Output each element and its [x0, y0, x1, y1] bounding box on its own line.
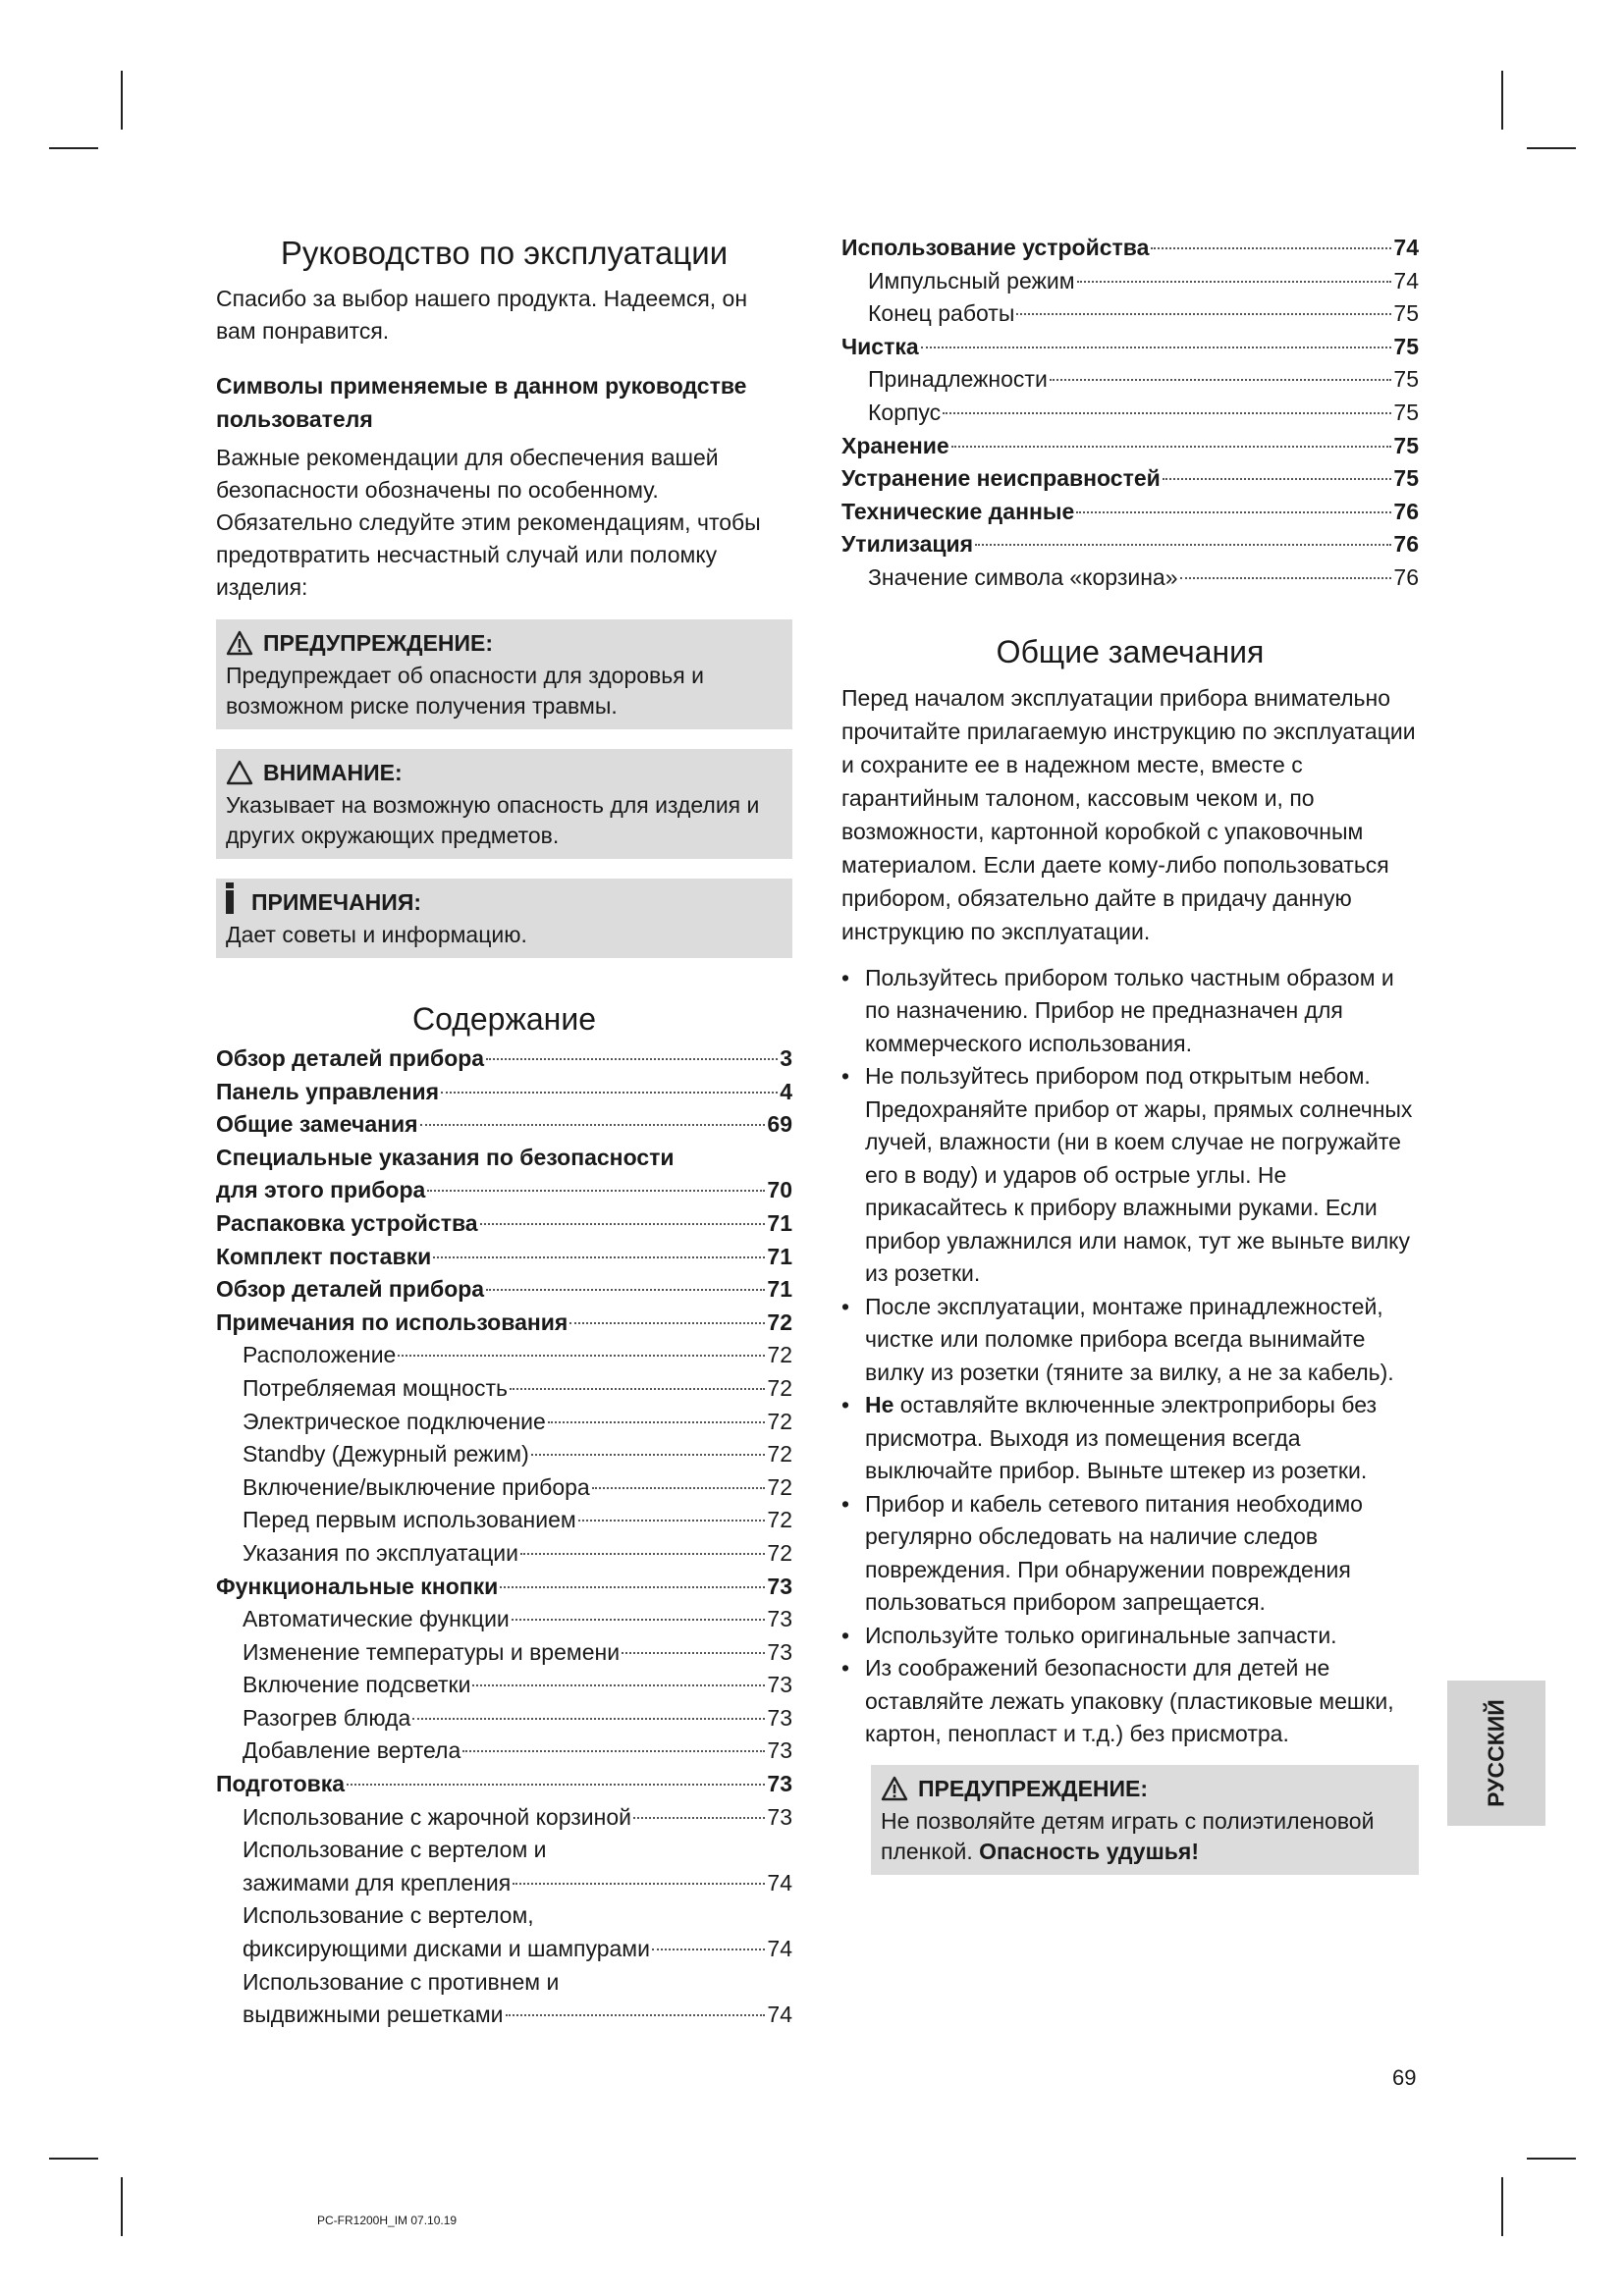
- warning-title: ПРЕДУПРЕЖДЕНИЕ:: [263, 630, 494, 656]
- toc-row: [216, 1307, 792, 1340]
- toc-row: [216, 1504, 792, 1537]
- note-box: [216, 879, 792, 958]
- toc-title: Разогрев блюда: [243, 1704, 411, 1731]
- toc-title: Обзор деталей прибора: [216, 1045, 485, 1071]
- toc-leader-dots: [1151, 247, 1391, 249]
- toc-row: [216, 1735, 792, 1768]
- list-item: • Пользуйтесь прибором только частным образом и по назначению. Прибор не предназначен для коммерческого использования.: [841, 962, 1419, 1061]
- toc-row: [216, 1076, 792, 1109]
- toc-row: [216, 1603, 792, 1636]
- toc-leader-dots: [500, 1586, 765, 1588]
- toc-page: 75: [1393, 465, 1419, 492]
- toc-row: [216, 1933, 792, 1966]
- toc-title: Общие замечания: [216, 1111, 418, 1138]
- toc-row: [841, 297, 1419, 331]
- caution-header: [226, 755, 783, 790]
- general-intro: Перед началом эксплуатации прибора внимательно прочитайте прилагаемую инструкцию по эксплуатации и сохраните ее в надежном месте, вместе с гарантийным талоном, кассовым чеком и, по возможности, картонной коробкой с упаковочным материалом. Если даете кому-либо попользоваться прибором, обязательно дайте в придачу данную инструкцию по эксплуатации.: [841, 684, 1416, 944]
- toc-leader-dots: [441, 1092, 778, 1094]
- toc-title: Включение/выключение прибора: [243, 1473, 590, 1500]
- toc-leader-dots: [548, 1421, 766, 1423]
- toc-page: 73: [767, 1573, 792, 1599]
- toc-row: [216, 1042, 792, 1076]
- crop-mark: [121, 2177, 123, 2236]
- crop-mark: [1501, 71, 1503, 130]
- toc-row: [216, 1801, 792, 1835]
- toc-leader-dots: [462, 1750, 765, 1752]
- toc-title: Включение подсветки: [243, 1672, 471, 1698]
- toc-leader-dots: [398, 1355, 765, 1357]
- caution-box: [216, 749, 792, 859]
- info-icon: [226, 890, 234, 914]
- toc-page: 74: [1393, 267, 1419, 294]
- toc-leader-dots: [569, 1322, 765, 1324]
- toc-row: [841, 528, 1419, 561]
- toc-row: [841, 462, 1419, 496]
- toc-title: Хранение: [841, 432, 949, 458]
- warning-triangle-icon: [881, 1776, 908, 1801]
- warning-title: ПРЕДУПРЕЖДЕНИЕ:: [918, 1775, 1149, 1801]
- toc-leader-dots: [486, 1289, 765, 1291]
- toc-row: [216, 1702, 792, 1735]
- list-item: • После эксплуатации, монтаже принадлежностей, чистке или поломке прибора всегда вынимайте вилку из розетки (тяните за вилку, а не за кабель).: [841, 1291, 1419, 1390]
- page-number: 69: [1392, 2065, 1417, 2090]
- toc-leader-dots: [510, 1388, 765, 1390]
- toc-page: 71: [767, 1276, 792, 1303]
- toc-leader-dots: [1016, 313, 1391, 315]
- emphasis: Не: [865, 1392, 894, 1418]
- toc-title: Электрическое подключение: [243, 1408, 546, 1434]
- toc-title: Импульсный режим: [868, 267, 1075, 294]
- toc-title: Расположение: [243, 1342, 397, 1368]
- toc-leader-dots: [1180, 577, 1392, 579]
- toc-page: 69: [767, 1111, 792, 1138]
- toc-title: Добавление вертела: [243, 1737, 461, 1764]
- toc-page: 75: [1393, 333, 1419, 359]
- toc-page: 72: [767, 1539, 792, 1566]
- toc-row: [216, 1999, 792, 2032]
- toc-title: для этого прибора: [216, 1177, 426, 1203]
- note-title: ПРИМЕЧАНИЯ:: [251, 889, 422, 915]
- toc-leader-dots: [512, 1619, 766, 1621]
- toc-page: 72: [767, 1374, 792, 1401]
- warning-header: [226, 625, 783, 661]
- toc-leader-dots: [1050, 379, 1392, 381]
- toc-row: [216, 1768, 792, 1801]
- toc-row: [841, 430, 1419, 463]
- toc-page: 72: [767, 1441, 792, 1468]
- toc-left-list: [216, 1042, 792, 2032]
- symbols-heading: Символы применяемые в данном руководстве пользователя: [216, 373, 747, 432]
- toc-leader-dots: [347, 1784, 765, 1786]
- toc-leader-dots: [1077, 281, 1392, 283]
- toc-title: выдвижными решетками: [243, 2002, 504, 2028]
- toc-page: 73: [767, 1771, 792, 1797]
- toc-leader-dots: [520, 1553, 765, 1555]
- list-item-text: оставляйте включенные электроприборы без присмотра. Выходя из помещения всегда выключайте прибор. Выньте штекер из розетки.: [865, 1392, 1378, 1484]
- warning-emphasis: Опасность удушья!: [979, 1838, 1199, 1864]
- crop-mark: [1527, 147, 1576, 149]
- toc-leader-dots: [513, 1883, 765, 1885]
- toc-leader-dots: [506, 2014, 766, 2016]
- toc-row: [841, 397, 1419, 430]
- crop-mark: [121, 71, 123, 130]
- toc-leader-dots: [420, 1124, 766, 1126]
- general-heading: Общие замечания: [996, 633, 1265, 669]
- note-text: Дает советы и информацию.: [226, 922, 527, 947]
- toc-title: Использование с жарочной корзиной: [243, 1803, 631, 1830]
- toc-page: 73: [767, 1606, 792, 1632]
- toc-page: 73: [767, 1638, 792, 1665]
- toc-page: 74: [767, 1869, 792, 1896]
- toc-title: Обзор деталей прибора: [216, 1276, 485, 1303]
- toc-page: 4: [780, 1078, 792, 1104]
- toc-title: Специальные указания по безопасности: [216, 1144, 675, 1170]
- toc-leader-dots: [531, 1454, 766, 1456]
- language-tab-label: РУССКИЙ: [1483, 1699, 1509, 1807]
- toc-title: Подготовка: [216, 1771, 346, 1797]
- toc-row: [216, 1438, 792, 1471]
- toc-page: 74: [767, 2002, 792, 2028]
- toc-row: [216, 1571, 792, 1604]
- toc-leader-dots: [433, 1256, 765, 1258]
- toc-page: 76: [1393, 563, 1419, 590]
- toc-leader-dots: [622, 1652, 765, 1654]
- list-item: • Не пользуйтесь прибором под открытым небом. Предохраняйте прибор от жары, прямых солнечных лучей, влажности (ни в коем случае не погружайте его в воду) и ударов об острые углы. Не прикасайтесь к прибору влажными руками. Если прибор увлажнился или намок, тут же выньте вилку из розетки.: [841, 1060, 1419, 1291]
- toc-title: Устранение неисправностей: [841, 465, 1161, 492]
- left-column: [216, 232, 792, 2032]
- toc-title: Конец работы: [868, 300, 1015, 327]
- warning-text-part: Не позволяйте детям играть с полиэтиленовой пленкой.: [881, 1807, 1375, 1864]
- toc-page: 72: [767, 1507, 792, 1533]
- toc-page: 76: [1393, 498, 1419, 524]
- toc-title: Панель управления: [216, 1078, 440, 1104]
- toc-title: зажимами для крепления: [243, 1869, 512, 1896]
- toc-page: 75: [1393, 432, 1419, 458]
- toc-title: Изменение температуры и времени: [243, 1638, 621, 1665]
- toc-page: 75: [1393, 399, 1419, 425]
- toc-leader-dots: [472, 1684, 765, 1686]
- toc-row: [216, 1966, 792, 2000]
- toc-leader-dots: [975, 544, 1391, 546]
- note-header: [226, 884, 783, 920]
- toc-leader-dots: [1163, 478, 1392, 480]
- toc-title: Использование с вертелом,: [243, 1902, 534, 1929]
- toc-leader-dots: [578, 1520, 766, 1522]
- toc-title: Использование с противнем и: [243, 1968, 560, 1995]
- intro-text: Спасибо за выбор нашего продукта. Надеемся, он вам понравится.: [216, 286, 748, 344]
- toc-page: 3: [780, 1045, 792, 1071]
- toc-row: [841, 561, 1419, 595]
- toc-leader-dots: [486, 1058, 778, 1060]
- toc-row: [216, 1669, 792, 1702]
- toc-title: Принадлежности: [868, 366, 1048, 393]
- toc-row: [216, 1834, 792, 1867]
- toc-page: 76: [1393, 531, 1419, 558]
- toc-leader-dots: [592, 1487, 766, 1489]
- toc-title: Значение символа «корзина»: [868, 563, 1178, 590]
- toc-page: 73: [767, 1803, 792, 1830]
- toc-leader-dots: [427, 1190, 765, 1192]
- toc-title: Корпус: [868, 399, 942, 425]
- toc-row: [841, 496, 1419, 529]
- toc-page: 74: [767, 1936, 792, 1962]
- toc-row: [216, 1174, 792, 1207]
- toc-title: Утилизация: [841, 531, 974, 558]
- manual-title: Руководство по эксплуатации: [280, 235, 729, 271]
- toc-title: Standby (Дежурный режим): [243, 1441, 529, 1468]
- toc-row: [216, 1273, 792, 1307]
- safety-list: [841, 962, 1419, 1751]
- toc-row: [216, 1537, 792, 1571]
- toc-row: [216, 1899, 792, 1933]
- toc-row: [841, 363, 1419, 397]
- toc-row: [216, 1207, 792, 1241]
- warning-header: [881, 1771, 1409, 1806]
- toc-heading: Содержание: [411, 1001, 596, 1037]
- list-item: • Используйте только оригинальные запчасти.: [841, 1620, 1419, 1653]
- children-warning-box: [871, 1765, 1419, 1875]
- toc-title: Комплект поставки: [216, 1243, 432, 1269]
- caution-text: Указывает на возможную опасность для изделия и других окружающих предметов.: [226, 792, 760, 848]
- toc-row: [216, 1241, 792, 1274]
- toc-page: 73: [767, 1704, 792, 1731]
- toc-page: 72: [767, 1473, 792, 1500]
- toc-page: 72: [767, 1342, 792, 1368]
- warning-box: [216, 619, 792, 729]
- toc-title: Автоматические функции: [243, 1606, 510, 1632]
- toc-title: Использование с вертелом и: [243, 1837, 547, 1863]
- toc-title: Распаковка устройства: [216, 1209, 478, 1236]
- warning-text: Предупреждает об опасности для здоровья и возможном риске получения травмы.: [226, 663, 704, 719]
- toc-row: [216, 1471, 792, 1505]
- caution-triangle-icon: [226, 760, 253, 785]
- toc-page: 75: [1393, 366, 1419, 393]
- toc-row: [841, 265, 1419, 298]
- toc-title: фиксирующими дисками и шампурами: [243, 1936, 650, 1962]
- toc-page: 73: [767, 1672, 792, 1698]
- toc-row: [841, 232, 1419, 265]
- toc-page: 74: [1393, 235, 1419, 260]
- toc-title: Потребляемая мощность: [243, 1374, 508, 1401]
- right-column: [841, 232, 1419, 1875]
- toc-title: Функциональные кнопки: [216, 1573, 499, 1599]
- toc-row: [216, 1406, 792, 1439]
- toc-page: 71: [767, 1243, 792, 1269]
- symbols-text: Важные рекомендации для обеспечения вашей безопасности обозначены по особенному. Обязательно следуйте этим рекомендациям, чтобы предотвратить несчастный случай или поломку изделия:: [216, 445, 761, 600]
- toc-leader-dots: [480, 1223, 766, 1225]
- list-item: • Из соображений безопасности для детей не оставляйте лежать упаковку (пластиковые мешки, картон, пенопласт и т.д.) без присмотра.: [841, 1652, 1419, 1751]
- toc-page: 72: [767, 1408, 792, 1434]
- toc-title: Примечания по использования: [216, 1308, 568, 1335]
- toc-row: [216, 1108, 792, 1142]
- toc-page: 73: [767, 1737, 792, 1764]
- toc-leader-dots: [652, 1949, 765, 1950]
- toc-row: [216, 1142, 792, 1175]
- toc-page: 75: [1393, 300, 1419, 327]
- toc-row: [216, 1867, 792, 1900]
- warning-text: [881, 1806, 1409, 1867]
- toc-page: 72: [767, 1308, 792, 1335]
- toc-page: 70: [767, 1177, 792, 1203]
- toc-leader-dots: [412, 1718, 765, 1720]
- crop-mark: [1527, 2158, 1576, 2160]
- caution-title: ВНИМАНИЕ:: [263, 760, 403, 785]
- toc-title: Технические данные: [841, 498, 1075, 524]
- toc-leader-dots: [943, 412, 1391, 414]
- list-item: [841, 1389, 1419, 1488]
- list-item: • Прибор и кабель сетевого питания необходимо регулярно обследовать на наличие следов повреждения. При обнаружении повреждения пользоваться прибором запрещается.: [841, 1488, 1419, 1620]
- toc-row: [841, 331, 1419, 364]
- language-tab: [1447, 1681, 1545, 1826]
- toc-title: Перед первым использованием: [243, 1507, 576, 1533]
- crop-mark: [49, 2158, 98, 2160]
- warning-triangle-icon: [226, 630, 253, 656]
- toc-row: [216, 1339, 792, 1372]
- toc-title: Указания по эксплуатации: [243, 1539, 518, 1566]
- crop-mark: [49, 147, 98, 149]
- toc-leader-dots: [921, 347, 1392, 348]
- toc-row: [216, 1636, 792, 1670]
- toc-right-list: [841, 232, 1419, 595]
- toc-leader-dots: [1076, 511, 1391, 513]
- toc-page: 71: [767, 1209, 792, 1236]
- toc-leader-dots: [633, 1817, 765, 1819]
- footer-code: PC-FR1200H_IM 07.10.19: [317, 2214, 458, 2227]
- crop-mark: [1501, 2177, 1503, 2236]
- toc-leader-dots: [951, 446, 1392, 448]
- toc-title: Чистка: [841, 333, 919, 359]
- toc-row: [216, 1372, 792, 1406]
- toc-title: Использование устройства: [841, 235, 1150, 260]
